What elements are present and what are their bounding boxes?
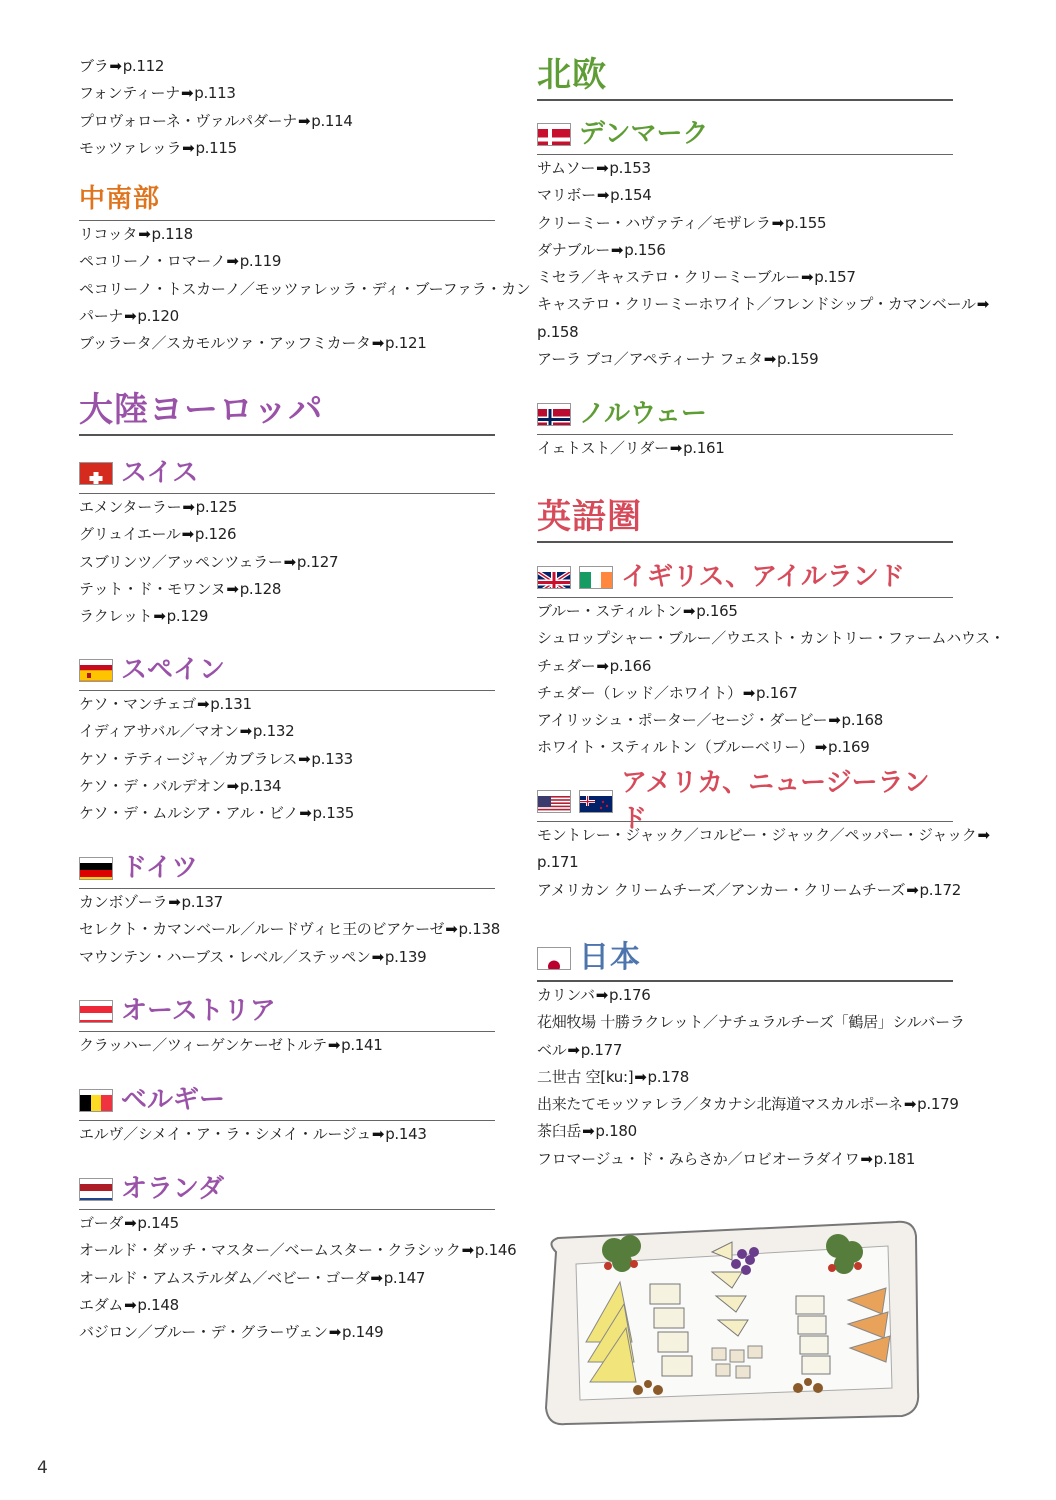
list-item <box>79 276 531 303</box>
cheese-name: スブリンツ／アッペンツェラー <box>79 552 283 571</box>
country-heading: デンマーク <box>537 116 953 155</box>
section-us-nz <box>537 768 990 904</box>
cheese-list <box>79 494 495 630</box>
arrow-icon: ➡ <box>297 111 311 130</box>
page-reference: p.154 <box>610 186 652 205</box>
cheese-name: ケソ・デ・バルデオン <box>79 776 226 795</box>
list-item <box>537 625 1005 652</box>
cheese-list <box>79 691 495 827</box>
arrow-icon: ➡ <box>771 213 784 232</box>
list-item <box>79 718 495 745</box>
uk-flag-icon <box>537 566 571 589</box>
section-norway <box>537 396 953 462</box>
arrow-icon: ➡ <box>124 306 137 325</box>
cheese-name: マウンテン・ハーブス・レベル／ステッペン <box>79 947 371 966</box>
page-reference: p.159 <box>776 350 819 369</box>
list-item <box>79 603 495 630</box>
list-item <box>79 1265 495 1292</box>
arrow-icon: ➡ <box>181 525 194 544</box>
country-heading: ノルウェー <box>537 396 953 435</box>
cheese-list <box>537 982 965 1173</box>
page-reference: p.139 <box>384 947 427 966</box>
cheese-name: アーラ ブコ／アペティーナ フェタ <box>537 350 763 369</box>
cheese-name: ラクレット <box>79 607 153 626</box>
section-netherlands <box>79 1171 517 1346</box>
list-item <box>79 494 495 521</box>
page-reference: p.171 <box>537 853 579 872</box>
page-reference: p.161 <box>683 439 725 457</box>
country-heading: ドイツ <box>79 850 495 889</box>
arrow-icon: ➡ <box>596 656 609 675</box>
page-reference: p.137 <box>181 893 223 911</box>
arrow-icon: ➡ <box>860 1149 873 1168</box>
list-item <box>537 877 961 904</box>
list-item <box>79 303 495 330</box>
list-item <box>79 1121 495 1148</box>
country-heading: スイス <box>79 455 495 494</box>
cheese-name: クリーミー・ハヴァティ／モザレラ <box>537 213 771 232</box>
page-reference: p.158 <box>537 322 579 341</box>
list-item <box>537 346 953 373</box>
page-reference: p.153 <box>609 159 651 177</box>
cheese-list <box>537 435 953 462</box>
cheese-name: カンボゾーラ <box>79 893 168 911</box>
cheese-name: テット・ド・モワンヌ <box>79 579 226 598</box>
section-chunanbu <box>79 180 531 357</box>
arrow-icon: ➡ <box>595 986 609 1004</box>
list-item <box>537 210 953 237</box>
cheese-name: セレクト・カマンベール／ルードヴィヒ王のビアケーゼ <box>79 920 445 939</box>
section-spain <box>79 652 495 827</box>
page-reference: p.179 <box>917 1095 959 1114</box>
cheese-name: イディアサバル／マオン <box>79 722 239 741</box>
cheese-name: エダム <box>79 1295 124 1314</box>
page-reference: p.133 <box>311 749 353 768</box>
arrow-icon: ➡ <box>226 252 239 271</box>
list-item <box>537 1118 953 1145</box>
cheese-name: グリュイエール <box>79 525 181 544</box>
list-item: プロヴォローネ・ヴァルパダーナ➡p.114 <box>79 108 495 135</box>
section-denmark <box>537 116 989 373</box>
arrow-icon: ➡ <box>283 552 296 571</box>
list-item <box>79 889 495 916</box>
page-reference: p.132 <box>252 722 295 741</box>
spain-flag-icon <box>79 659 113 682</box>
page-reference: p.177 <box>580 1040 623 1059</box>
arrow-icon: ➡ <box>328 1323 341 1342</box>
cheese-name: アイリッシュ・ポーター／セージ・ダービー <box>537 711 828 730</box>
arrow-icon: ➡ <box>298 749 311 768</box>
cheese-name: ケソ・デ・ムルシア・アル・ビノ <box>79 804 299 823</box>
cheese-name: バジロン／ブルー・デ・グラーヴェン <box>79 1323 328 1342</box>
list-item <box>537 1146 953 1173</box>
arrow-icon: ➡ <box>763 350 776 369</box>
cheese-name: ゴーダ <box>79 1214 124 1232</box>
arrow-icon: ➡ <box>182 498 195 516</box>
denmark-flag-icon <box>537 123 571 146</box>
arrow-icon: ➡ <box>906 880 919 899</box>
cheese-name: キャステロ・クリーミーホワイト／フレンドシップ・カマンベール <box>537 295 976 314</box>
list-item <box>537 982 953 1009</box>
list-item <box>79 746 495 773</box>
arrow-icon: ➡ <box>371 947 384 966</box>
section-belgium <box>79 1082 495 1148</box>
list-item <box>537 237 953 264</box>
cheese-name: フロマージュ・ド・みらさか／ロビオーラダイワ <box>537 1149 860 1168</box>
cheese-name: オールド・ダッチ・マスター／ベームスター・クラシック <box>79 1241 461 1260</box>
page-reference: p.128 <box>239 579 282 598</box>
list-item <box>79 691 495 718</box>
cheese-name: カリンバ <box>537 986 595 1004</box>
cheese-list <box>79 1210 517 1346</box>
list-item <box>79 248 495 275</box>
list-item <box>537 319 953 346</box>
cheese-name: オールド・アムステルダム／ベビー・ゴーダ <box>79 1268 370 1287</box>
page-reference: p.145 <box>137 1214 179 1232</box>
cheese-name: エメンターラー <box>79 498 182 516</box>
cheese-platter-illustration <box>536 1212 924 1432</box>
cheese-name: チェダー（レッド／ホワイト） <box>537 683 742 702</box>
list-item <box>537 435 953 462</box>
arrow-icon: ➡ <box>567 1040 580 1059</box>
region-heading: 大陸ヨーロッパ <box>79 388 495 436</box>
arrow-icon: ➡ <box>682 602 696 620</box>
arrow-icon: ➡ <box>124 1214 137 1232</box>
arrow-icon: ➡ <box>582 1122 595 1141</box>
arrow-icon: ➡ <box>168 893 181 911</box>
arrow-icon: ➡ <box>371 1125 385 1143</box>
page-reference: p.156 <box>624 240 666 259</box>
cheese-name: ダナブルー <box>537 240 610 259</box>
list-item <box>537 707 953 734</box>
page-number: 4 <box>37 1458 48 1478</box>
germany-flag-icon <box>79 857 113 880</box>
list-item <box>537 1009 965 1036</box>
list-item <box>79 1210 495 1237</box>
page-reference: p.146 <box>474 1241 517 1260</box>
netherlands-flag-icon <box>79 1178 113 1201</box>
arrow-icon: ➡ <box>124 1295 137 1314</box>
cheese-name: チェダー <box>537 656 596 675</box>
list-item: ブラ➡p.112 <box>79 53 495 80</box>
list-item <box>537 822 990 849</box>
usa-flag-icon <box>537 790 571 813</box>
page-reference: p.131 <box>210 695 252 713</box>
cheese-list <box>79 889 500 971</box>
cheese-name: サムソー <box>537 159 596 177</box>
arrow-icon: ➡ <box>903 1095 917 1114</box>
cheese-list <box>79 1121 495 1148</box>
arrow-icon: ➡ <box>977 826 990 844</box>
page-reference: p.181 <box>873 1149 916 1168</box>
page-reference: p.119 <box>239 252 282 271</box>
cheese-name: シュロップシャー・ブルー／ウエスト・カントリー・ファームハウス・ <box>537 629 1005 648</box>
page-reference: p.176 <box>609 986 651 1004</box>
region-heading: 日本 <box>537 938 953 982</box>
arrow-icon: ➡ <box>197 695 210 713</box>
page-reference: p.129 <box>166 607 209 626</box>
cheese-name: ケソ・テティージャ／カブラレス <box>79 749 298 768</box>
japan-flag-icon <box>537 947 571 970</box>
section-austria <box>79 993 495 1059</box>
page-reference: p.172 <box>919 880 961 899</box>
arrow-icon: ➡ <box>180 84 194 103</box>
arrow-icon: ➡ <box>596 186 610 205</box>
norway-flag-icon <box>537 403 571 426</box>
page-reference: p.157 <box>814 268 856 287</box>
arrow-icon: ➡ <box>153 607 166 626</box>
page-reference: p.167 <box>756 683 798 702</box>
region-heading: 中南部 <box>79 180 495 221</box>
page-reference: p.125 <box>195 498 238 516</box>
section-germany <box>79 850 500 971</box>
list-item <box>79 221 495 248</box>
page-reference: p.166 <box>609 656 652 675</box>
list-item <box>79 576 495 603</box>
list-item <box>537 1091 959 1118</box>
cheese-name: 二世古 空[ku:] <box>537 1067 634 1086</box>
arrow-icon: ➡ <box>226 776 239 795</box>
cheese-name: 茶臼岳 <box>537 1122 582 1141</box>
cheese-name: ブルー・スティルトン <box>537 602 682 620</box>
page-reference: p.127 <box>296 552 339 571</box>
cheese-name: ペコリーノ・トスカーノ／モッツァレッラ・ディ・ブーファラ・カン <box>79 279 531 298</box>
arrow-icon: ➡ <box>327 1036 341 1054</box>
list-item <box>537 680 953 707</box>
arrow-icon: ➡ <box>370 1268 383 1287</box>
new-zealand-flag-icon <box>579 790 613 813</box>
arrow-icon: ➡ <box>742 683 756 702</box>
cheese-name: 出来たてモッツァレラ／タカナシ北海道マスカルポーネ <box>537 1095 903 1114</box>
cheese-name: ベル <box>537 1040 567 1059</box>
page-reference: p.168 <box>841 711 883 730</box>
list-item <box>537 291 989 318</box>
page-reference: p.141 <box>341 1036 383 1054</box>
cheese-name: ホワイト・スティルトン（ブルーベリー） <box>537 738 814 757</box>
cheese-list <box>79 221 531 357</box>
arrow-icon: ➡ <box>445 920 458 939</box>
arrow-icon: ➡ <box>239 722 252 741</box>
cheese-name: パーナ <box>79 306 124 325</box>
page-reference: p.118 <box>151 225 193 243</box>
list-item <box>537 849 953 876</box>
section-nordic <box>537 53 953 101</box>
country-heading: イギリス、アイルランド <box>537 559 953 598</box>
section-continental-europe <box>79 388 495 436</box>
italy-north-tail-list <box>79 53 495 162</box>
arrow-icon: ➡ <box>182 138 195 157</box>
page-reference: p.121 <box>385 334 427 353</box>
page-reference: p.134 <box>239 776 282 795</box>
page-reference: p.126 <box>194 525 237 544</box>
austria-flag-icon <box>79 1000 113 1023</box>
cheese-list <box>537 598 1005 762</box>
swiss-flag-icon <box>79 462 113 485</box>
list-item <box>79 330 495 357</box>
list-item <box>537 1037 953 1064</box>
arrow-icon: ➡ <box>814 738 828 757</box>
arrow-icon: ➡ <box>461 1241 474 1260</box>
arrow-icon: ➡ <box>109 57 122 75</box>
country-heading: オランダ <box>79 1171 495 1210</box>
arrow-icon: ➡ <box>828 711 841 730</box>
list-item <box>79 1237 517 1264</box>
arrow-icon: ➡ <box>596 159 609 177</box>
list-item <box>79 1292 495 1319</box>
cheese-name: リコッタ <box>79 225 138 243</box>
list-item <box>537 734 953 761</box>
page-reference: p.165 <box>696 602 738 620</box>
list-item <box>79 773 495 800</box>
arrow-icon: ➡ <box>138 225 151 243</box>
region-heading: 英語圏 <box>537 495 953 543</box>
cheese-name: モントレー・ジャック／コルビー・ジャック／ペッパー・ジャック <box>537 826 977 844</box>
list-item <box>79 549 495 576</box>
section-japan <box>537 938 965 1173</box>
ireland-flag-icon <box>579 566 613 589</box>
list-item <box>79 944 495 971</box>
page-reference: p.169 <box>828 738 870 757</box>
list-item <box>537 653 953 680</box>
region-heading: 北欧 <box>537 53 953 101</box>
country-heading: ベルギー <box>79 1082 495 1121</box>
arrow-icon: ➡ <box>669 439 683 457</box>
arrow-icon: ➡ <box>371 334 385 353</box>
list-item <box>79 916 500 943</box>
country-heading: オーストリア <box>79 993 495 1032</box>
cheese-name: マリボー <box>537 186 596 205</box>
page-reference: p.178 <box>647 1067 689 1086</box>
page-reference: p.148 <box>137 1295 179 1314</box>
page-reference: p.143 <box>385 1125 427 1143</box>
section-swiss <box>79 455 495 630</box>
list-item <box>537 264 953 291</box>
page-reference: p.149 <box>341 1323 384 1342</box>
cheese-name: エルヴ／シメイ・ア・ラ・シメイ・ルージュ <box>79 1125 371 1143</box>
country-heading: スペイン <box>79 652 495 691</box>
cheese-name: イェトスト／リダー <box>537 439 669 457</box>
cheese-name: ケソ・マンチェゴ <box>79 695 197 713</box>
cheese-list <box>537 822 990 904</box>
page-reference: p.147 <box>383 1268 426 1287</box>
list-item <box>79 800 495 827</box>
cheese-name: クラッハー／ツィーゲンケーゼトルテ <box>79 1036 327 1054</box>
page-reference: p.138 <box>458 920 500 939</box>
cheese-list <box>79 1032 495 1059</box>
list-item: フォンティーナ➡p.113 <box>79 80 495 107</box>
arrow-icon: ➡ <box>226 579 239 598</box>
cheese-name: 花畑牧場 十勝ラクレット／ナチュラルチーズ「鶴居」シルバーラ <box>537 1013 965 1032</box>
arrow-icon: ➡ <box>634 1067 647 1086</box>
list-item <box>537 1064 953 1091</box>
list-item <box>537 182 953 209</box>
arrow-icon: ➡ <box>800 268 814 287</box>
arrow-icon: ➡ <box>299 804 312 823</box>
belgium-flag-icon <box>79 1089 113 1112</box>
page-reference: p.180 <box>595 1122 637 1141</box>
page-reference: p.135 <box>312 804 354 823</box>
country-heading: アメリカ、ニュージーランド <box>537 783 953 822</box>
arrow-icon: ➡ <box>610 240 624 259</box>
arrow-icon: ➡ <box>976 295 989 314</box>
cheese-name: ペコリーノ・ロマーノ <box>79 252 226 271</box>
list-item <box>79 1032 495 1059</box>
cheese-name: アメリカン クリームチーズ／アンカー・クリームチーズ <box>537 880 906 899</box>
list-item <box>79 521 495 548</box>
cheese-name: ブッラータ／スカモルツァ・アッフミカータ <box>79 334 371 353</box>
cheese-list <box>537 155 989 373</box>
list-item <box>537 598 953 625</box>
section-uk-ireland <box>537 559 1005 762</box>
cheese-name: ミセラ／キャステロ・クリーミーブルー <box>537 268 800 287</box>
page-reference: p.155 <box>784 213 827 232</box>
section-english-speaking <box>537 495 953 543</box>
list-item <box>537 155 953 182</box>
list-item: モッツァレッラ➡p.115 <box>79 135 495 162</box>
page-reference: p.120 <box>137 306 179 325</box>
list-item <box>79 1319 495 1346</box>
